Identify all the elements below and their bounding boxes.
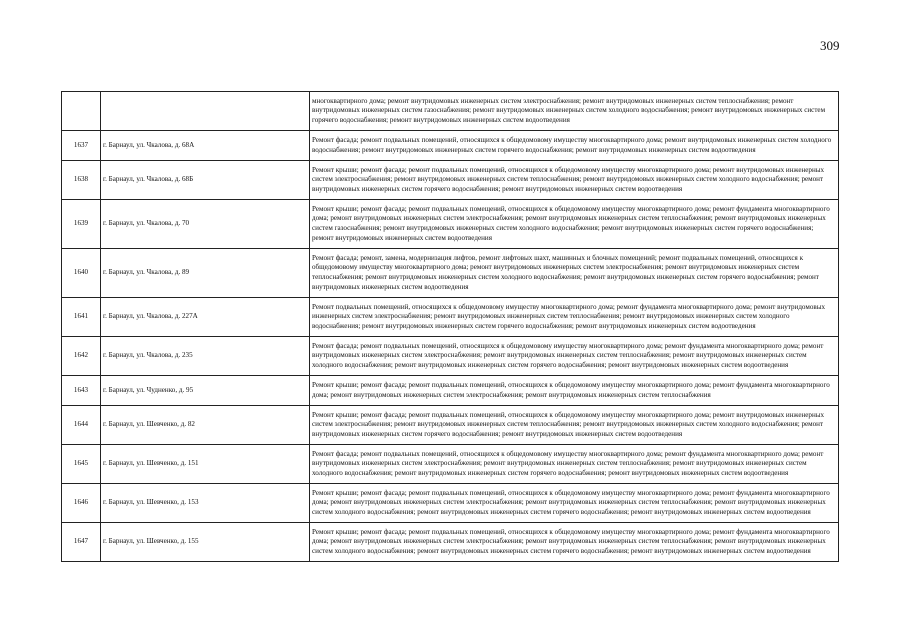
row-address <box>101 92 310 131</box>
table-row <box>62 131 839 161</box>
row-number: 1644 <box>62 406 101 445</box>
row-address: г. Барнаул, ул. Шевченко, д. 151 <box>101 445 310 484</box>
row-works: Ремонт подвальных помещений, относящихся к общедомовому имуществу многоквартирного дома; ремонт фундамента многоквартирного дома; ремонт внутридомовых инженерных систем электроснабжения; ремонт внутридомовых инженерных систем теплоснабжения; ремонт внутридомовых инженерных систем холодного водоснабжения; ремонт внутридомовых инженерных систем горячего водоснабжения; ремонт внутридомовых инженерных систем водоотведения <box>310 298 839 337</box>
table-row <box>62 249 839 298</box>
table-row <box>62 376 839 406</box>
row-address: г. Барнаул, ул. Чкалова, д. 235 <box>101 337 310 376</box>
row-address: г. Барнаул, ул. Чкалова, д. 227А <box>101 298 310 337</box>
row-number: 1643 <box>62 376 101 406</box>
row-works: Ремонт крыши; ремонт фасада; ремонт подвальных помещений, относящихся к общедомовому имуществу многоквартирного дома; ремонт фундамента многоквартирного дома; ремонт внутридомовых инженерных систем электроснабжения; ремонт внутридомовых инженерных систем теплоснабжения <box>310 376 839 406</box>
row-address: г. Барнаул, ул. Шевченко, д. 155 <box>101 523 310 562</box>
row-address: г. Барнаул, ул. Шевченко, д. 153 <box>101 484 310 523</box>
row-address: г. Барнаул, ул. Чкалова, д. 70 <box>101 200 310 249</box>
row-number: 1646 <box>62 484 101 523</box>
table-row <box>62 445 839 484</box>
row-works: Ремонт фасада; ремонт подвальных помещений, относящихся к общедомовому имуществу многоквартирного дома; ремонт фундамента многоквартирного дома; ремонт внутридомовых инженерных систем электроснабжения; ремонт внутридомовых инженерных систем теплоснабжения; ремонт внутридомовых инженерных систем холодного водоснабжения; ремонт внутридомовых инженерных систем горячего водоснабжения; ремонт внутридомовых инженерных систем водоотведения <box>310 445 839 484</box>
row-works: Ремонт фасада; ремонт подвальных помещений, относящихся к общедомовому имуществу многоквартирного дома; ремонт внутридомовых инженерных систем холодного водоснабжения; ремонт внутридомовых инженерных систем горячего водоснабжения; ремонт внутридомовых инженерных систем водоотведения <box>310 131 839 161</box>
row-address: г. Барнаул, ул. Шевченко, д. 82 <box>101 406 310 445</box>
row-address: г. Барнаул, ул. Чудненко, д. 95 <box>101 376 310 406</box>
row-number: 1642 <box>62 337 101 376</box>
row-number: 1639 <box>62 200 101 249</box>
row-works: многоквартирного дома; ремонт внутридомовых инженерных систем электроснабжения; ремонт внутридомовых инженерных систем теплоснабжения; ремонт внутридомовых инженерных систем газоснабжения; ремонт внутридомовых инженерных систем холодного водоснабжения; ремонт внутридомовых инженерных систем горячего водоснабжения; ремонт внутридомовых инженерных систем водоотведения <box>310 92 839 131</box>
row-works: Ремонт крыши; ремонт фасада; ремонт подвальных помещений, относящихся к общедомовому имуществу многоквартирного дома; ремонт внутридомовых инженерных систем электроснабжения; ремонт внутридомовых инженерных систем теплоснабжения; ремонт внутридомовых инженерных систем холодного водоснабжения; ремонт внутридомовых инженерных систем горячего водоснабжения; ремонт внутридомовых инженерных систем водоотведения <box>310 161 839 200</box>
page-number: 309 <box>820 38 840 53</box>
row-works: Ремонт крыши; ремонт фасада; ремонт подвальных помещений, относящихся к общедомовому имуществу многоквартирного дома; ремонт фундамента многоквартирного дома; ремонт внутридомовых инженерных систем электроснабжения; ремонт внутридомовых инженерных систем теплоснабжения; ремонт внутридомовых инженерных систем холодного водоснабжения; ремонт внутридомовых инженерных систем горячего водоснабжения; ремонт внутридомовых инженерных систем водоотведения <box>310 523 839 562</box>
row-address: г. Барнаул, ул. Чкалова, д. 89 <box>101 249 310 298</box>
row-number: 1645 <box>62 445 101 484</box>
row-address: г. Барнаул, ул. Чкалова, д. 68Б <box>101 161 310 200</box>
row-works: Ремонт фасада; ремонт подвальных помещений, относящихся к общедомовому имуществу многоквартирного дома; ремонт фундамента многоквартирного дома; ремонт внутридомовых инженерных систем электроснабжения; ремонт внутридомовых инженерных систем теплоснабжения; ремонт внутридомовых инженерных систем холодного водоснабжения; ремонт внутридомовых инженерных систем горячего водоснабжения; ремонт внутридомовых инженерных систем водоотведения <box>310 337 839 376</box>
table-row <box>62 337 839 376</box>
table-row <box>62 161 839 200</box>
row-number: 1640 <box>62 249 101 298</box>
table-row <box>62 406 839 445</box>
table-row <box>62 484 839 523</box>
row-works: Ремонт крыши; ремонт фасада; ремонт подвальных помещений, относящихся к общедомовому имуществу многоквартирного дома; ремонт фундамента многоквартирного дома; ремонт внутридомовых инженерных систем электроснабжения; ремонт внутридомовых инженерных систем теплоснабжения; ремонт внутридомовых инженерных систем холодного водоснабжения; ремонт внутридомовых инженерных систем горячего водоснабжения; ремонт внутридомовых инженерных систем водоотведения <box>310 484 839 523</box>
row-number: 1638 <box>62 161 101 200</box>
row-number: 1637 <box>62 131 101 161</box>
row-number <box>62 92 101 131</box>
table-row <box>62 523 839 562</box>
row-address: г. Барнаул, ул. Чкалова, д. 68А <box>101 131 310 161</box>
repair-works-table <box>61 91 839 562</box>
table-body <box>62 92 839 562</box>
row-number: 1647 <box>62 523 101 562</box>
row-works: Ремонт крыши; ремонт фасада; ремонт подвальных помещений, относящихся к общедомовому имуществу многоквартирного дома; ремонт внутридомовых инженерных систем электроснабжения; ремонт внутридомовых инженерных систем теплоснабжения; ремонт внутридомовых инженерных систем холодного водоснабжения; ремонт внутридомовых инженерных систем горячего водоснабжения; ремонт внутридомовых инженерных систем водоотведения <box>310 406 839 445</box>
row-works: Ремонт крыши; ремонт фасада; ремонт подвальных помещений, относящихся к общедомовому имуществу многоквартирного дома; ремонт фундамента многоквартирного дома; ремонт внутридомовых инженерных систем электроснабжения; ремонт внутридомовых инженерных систем теплоснабжения; ремонт внутридомовых инженерных систем газоснабжения; ремонт внутридомовых инженерных систем холодного водоснабжения; ремонт внутридомовых инженерных систем горячего водоснабжения; ремонт внутридомовых инженерных систем водоотведения <box>310 200 839 249</box>
table-row <box>62 200 839 249</box>
row-works: Ремонт фасада; ремонт, замена, модернизация лифтов, ремонт лифтовых шахт, машинных и блочных помещений; ремонт подвальных помещений, относящихся к общедомовому имуществу многоквартирного дома; ремонт внутридомовых инженерных систем электроснабжения; ремонт внутридомовых инженерных систем теплоснабжения; ремонт внутридомовых инженерных систем холодного водоснабжения; ремонт внутридомовых инженерных систем горячего водоснабжения; ремонт внутридомовых инженерных систем водоотведения <box>310 249 839 298</box>
row-number: 1641 <box>62 298 101 337</box>
table-row <box>62 92 839 131</box>
table-row <box>62 298 839 337</box>
